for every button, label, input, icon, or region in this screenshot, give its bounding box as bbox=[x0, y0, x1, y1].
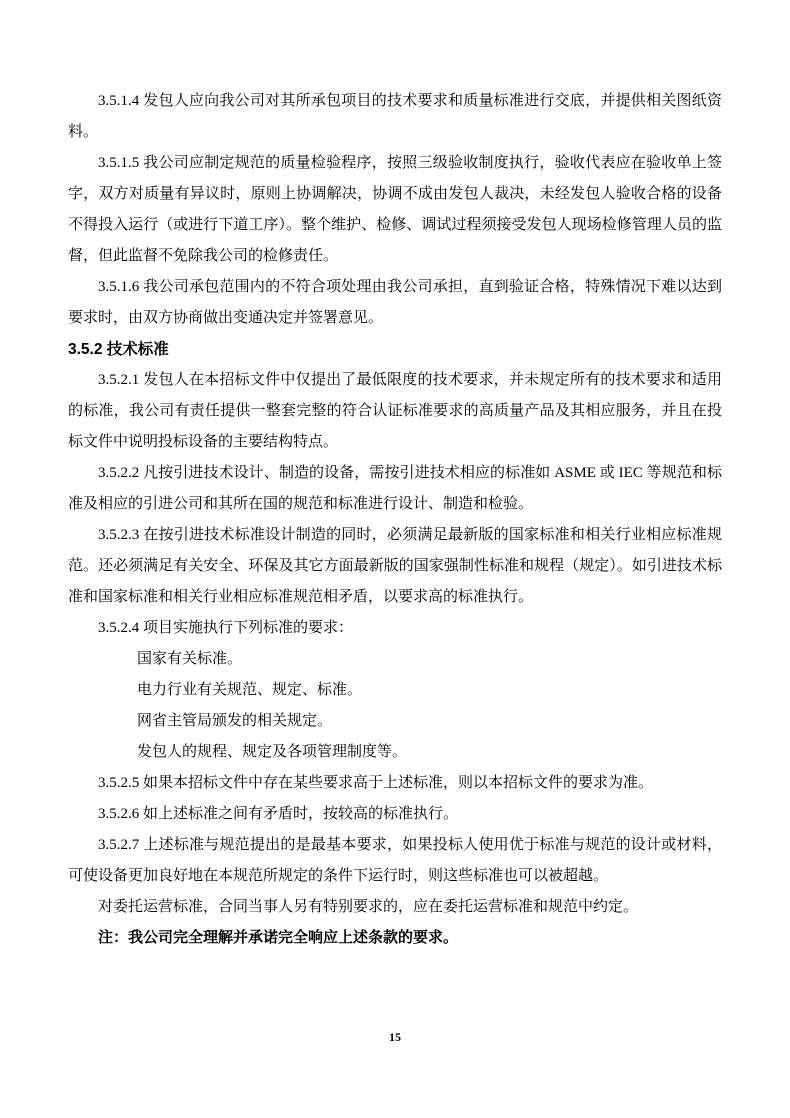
page-footer bbox=[0, 1028, 790, 1046]
list-item-power-industry: 电力行业有关规范、规定、标准。 bbox=[137, 682, 363, 698]
section-heading-3-5-2: 3.5.2 技术标准 bbox=[68, 341, 169, 358]
list-item-national-standards: 国家有关标准。 bbox=[137, 651, 243, 667]
list-item-provincial-bureau: 网省主管局颁发的相关规定。 bbox=[137, 713, 333, 729]
para-3-5-2-6: 3.5.2.6 如上述标准之间有矛盾时，按较高的标准执行。 bbox=[98, 806, 459, 822]
para-3-5-1-6: 3.5.1.6 我公司承包范围内的不符合项处理由我公司承担，直到验证合格，特殊情况下难以达到要求时，由双方协商做出变通决定并签署意见。 bbox=[68, 279, 722, 326]
para-entrusted-operation: 对委托运营标准，合同当事人另有特别要求的，应在委托运营标准和规范中约定。 bbox=[98, 899, 639, 915]
para-3-5-2-5: 3.5.2.5 如果本招标文件中存在某些要求高于上述标准，则以本招标文件的要求为准。 bbox=[98, 775, 654, 791]
para-3-5-2-1: 3.5.2.1 发包人在本招标文件中仅提出了最低限度的技术要求，并未规定所有的技术要求和适用的标准，我公司有责任提供一整套完整的符合认证标准要求的高质量产品及其相应服务，并且在投标文件中说明投标设备的主要结构特点。 bbox=[68, 372, 722, 450]
page-number: 15 bbox=[389, 1030, 401, 1044]
para-3-5-2-4: 3.5.2.4 项目实施执行下列标准的要求： bbox=[98, 620, 354, 636]
para-3-5-2-3: 3.5.2.3 在按引进技术标准设计制造的同时，必须满足最新版的国家标准和相关行业相应标准规范。还必须满足有关安全、环保及其它方面最新版的国家强制性标准和规程（规定）。如引进技术标准和国家标准和相关行业相应标准规范相矛盾，以要求高的标准执行。 bbox=[68, 527, 722, 605]
para-3-5-1-5: 3.5.1.5 我公司应制定规范的质量检验程序，按照三级验收制度执行，验收代表应在验收单上签字，双方对质量有异议时，原则上协调解决，协调不成由发包人裁决，未经发包人验收合格的设备不得投入运行（或进行下道工序）。整个维护、检修、调试过程须接受发包人现场检修管理人员的监督，但此监督不免除我公司的检修责任。 bbox=[68, 155, 722, 264]
document-content bbox=[68, 86, 722, 954]
para-3-5-2-2: 3.5.2.2 凡按引进技术设计、制造的设备，需按引进技术相应的标准如 ASME 或 IEC 等规范和标准及相应的引进公司和其所在国的规范和标准进行设计、制造和检验。 bbox=[68, 465, 722, 512]
commitment-note: 注：我公司完全理解并承诺完全响应上述条款的要求。 bbox=[98, 930, 459, 946]
para-3-5-2-7: 3.5.2.7 上述标准与规范提出的是最基本要求，如果投标人使用优于标准与规范的设计或材料，可使设备更加良好地在本规范所规定的条件下运行时，则这些标准也可以被超越。 bbox=[68, 837, 722, 884]
para-3-5-1-4: 3.5.1.4 发包人应向我公司对其所承包项目的技术要求和质量标准进行交底，并提供相关图纸资料。 bbox=[68, 93, 722, 140]
list-item-employer-rules: 发包人的规程、规定及各项管理制度等。 bbox=[137, 744, 408, 760]
